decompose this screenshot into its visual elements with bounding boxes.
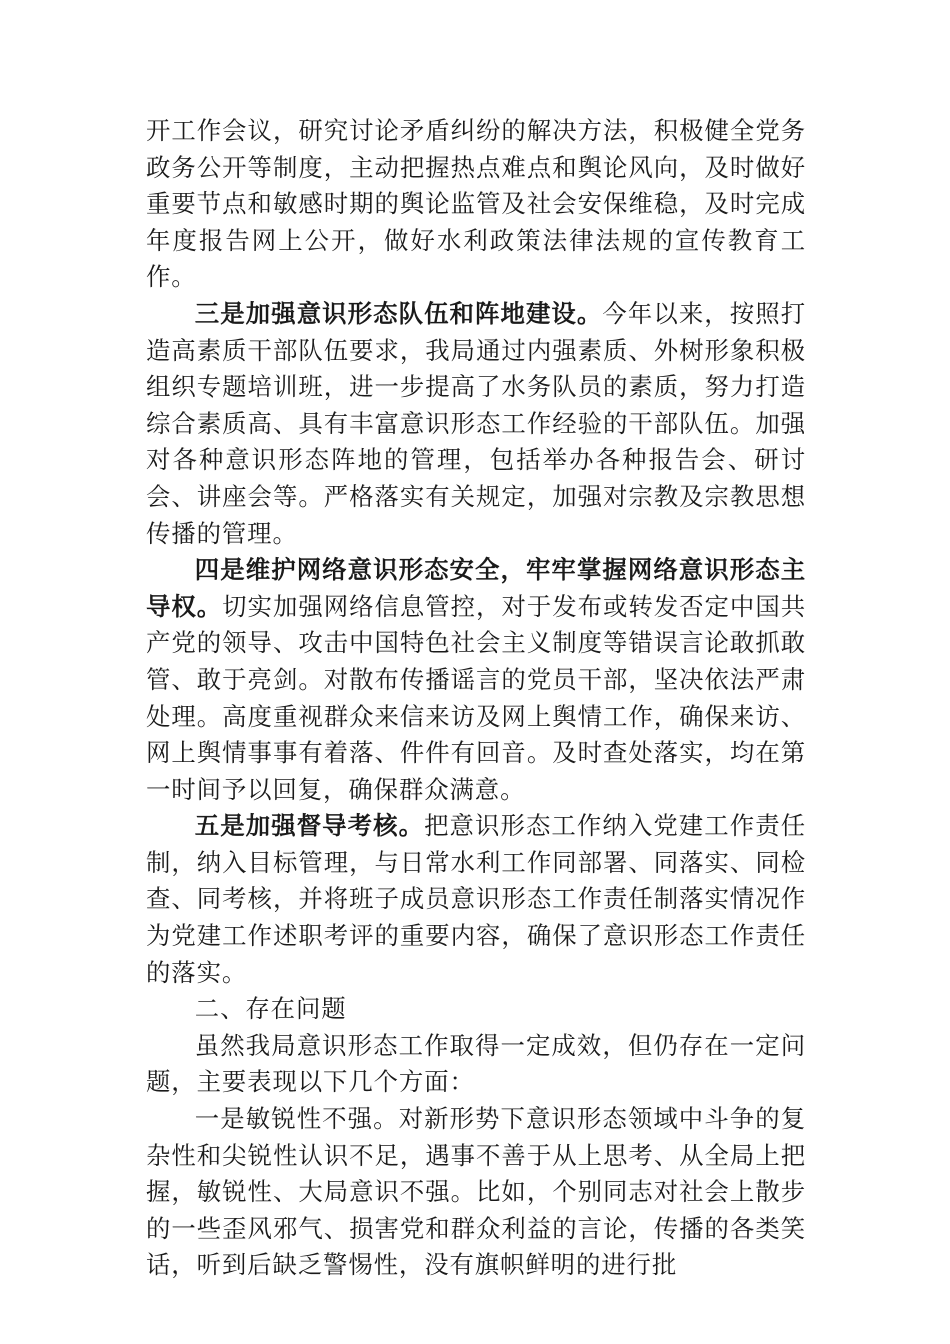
section-heading: 二、存在问题: [194, 994, 347, 1024]
paragraph-lead: 五是加强督导考核。: [194, 811, 425, 841]
paragraph-lead: 三是加强意识形态队伍和阵地建设。: [194, 298, 603, 328]
paragraph-text: 今年以来，按照打造高素质干部队伍要求，我局通过内强素质、外树形象积极组织专题培训班，进一步提高了水务队员的素质，努力打造综合素质高、具有丰富意识形态工作经验的干部队伍。加强对各种意识形态阵地的管理，包括举办各种报告会、研讨会、讲座会等。严格落实有关规定，加强对宗教及宗教思想传播的管理。: [146, 298, 807, 548]
paragraph-problems-intro: [146, 1028, 806, 1101]
paragraph-supervision: [146, 808, 806, 991]
paragraph-network-security: [146, 552, 806, 808]
paragraph-text: 一是敏锐性不强。对新形势下意识形态领域中斗争的复杂性和尖锐性认识不足，遇事不善于从上思考、从全局上把握，敏锐性、大局意识不强。比如，个别同志对社会上散步的一些歪风邪气、损害党和群众利益的言论，传播的各类笑话，听到后缺乏警惕性，没有旗帜鲜明的进行批: [146, 1104, 806, 1280]
paragraph-team-building: [146, 296, 806, 552]
paragraph-continued: [146, 113, 806, 296]
paragraph-text: 虽然我局意识形态工作取得一定成效，但仍存在一定问题，主要表现以下几个方面：: [146, 1030, 806, 1097]
paragraph-text: 切实加强网络信息管控，对于发布或转发否定中国共产党的领导、攻击中国特色社会主义制度等错误言论敢抓敢管、敢于亮剑。对散布传播谣言的党员干部，坚决依法严肃处理。高度重视群众来信来访及网上舆情工作，确保来访、网上舆情事事有着落、件件有回音。及时查处落实，均在第一时间予以回复，确保群众满意。: [146, 591, 807, 804]
paragraph-lead: 四是维护网络意识形态安全，牢牢掌握网络意识形态主导权。: [146, 555, 806, 621]
paragraph-text: 把意识形态工作纳入党建工作责任制，纳入目标管理，与日常水利工作同部署、同落实、同检查、同考核，并将班子成员意识形态工作责任制落实情况作为党建工作述职考评的重要内容，确保了意识形态工作责任的落实。: [146, 811, 806, 987]
document-body: [146, 113, 806, 1284]
paragraph-problem-sensitivity: [146, 1101, 806, 1284]
paragraph-text: 开工作会议，研究讨论矛盾纠纷的解决方法，积极健全党务政务公开等制度，主动把握热点难点和舆论风向，及时做好重要节点和敏感时期的舆论监管及社会安保维稳，及时完成年度报告网上公开，做好水利政策法律法规的宣传教育工作。: [146, 116, 806, 292]
